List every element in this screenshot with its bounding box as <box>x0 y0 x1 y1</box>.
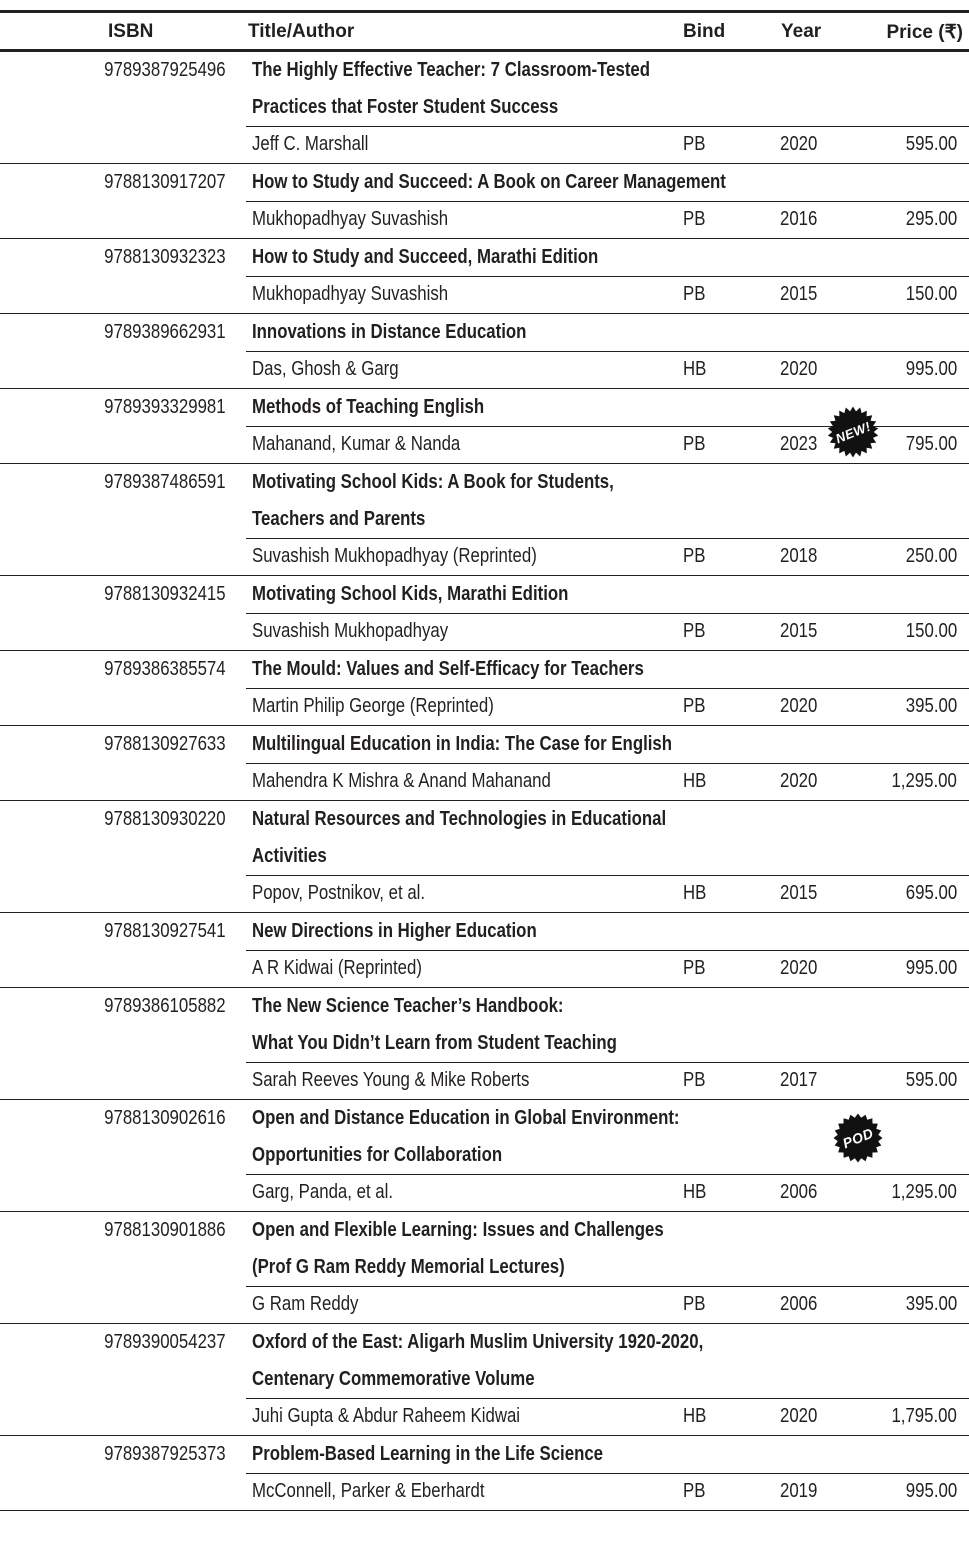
book-bind: PB <box>683 545 706 567</box>
book-bind: PB <box>683 957 706 979</box>
book-row <box>0 651 969 726</box>
book-isbn: 9788130901886 <box>104 1219 226 1241</box>
book-row <box>0 314 969 389</box>
book-title: Motivating School Kids, Marathi Edition <box>252 583 569 605</box>
book-title: The New Science Teacher’s Handbook: <box>252 995 564 1017</box>
book-price: 995.00 <box>905 957 957 979</box>
book-isbn: 9788130932415 <box>104 583 226 605</box>
book-title: Open and Flexible Learning: Issues and Challenges <box>252 1219 664 1241</box>
book-bind: PB <box>683 208 706 230</box>
book-bind: HB <box>683 770 707 792</box>
book-title: How to Study and Succeed, Marathi Edition <box>252 246 599 268</box>
book-year: 2020 <box>780 133 818 155</box>
book-isbn: 9789387925496 <box>104 59 226 81</box>
book-bind: PB <box>683 133 706 155</box>
book-author: Mahanand, Kumar & Nanda <box>252 433 461 455</box>
book-row <box>0 576 969 651</box>
book-author: Garg, Panda, et al. <box>252 1181 394 1203</box>
book-year: 2019 <box>780 1480 818 1502</box>
book-row <box>0 988 969 1100</box>
book-year: 2017 <box>780 1069 818 1091</box>
book-bind: HB <box>683 358 707 380</box>
book-title: Natural Resources and Technologies in Educational <box>252 808 667 830</box>
book-title: Opportunities for Collaboration <box>252 1144 503 1166</box>
book-year: 2020 <box>780 695 818 717</box>
book-title: New Directions in Higher Education <box>252 920 537 942</box>
book-price: 150.00 <box>905 620 957 642</box>
book-year: 2006 <box>780 1181 818 1203</box>
book-author: Das, Ghosh & Garg <box>252 358 399 380</box>
book-author: Mukhopadhyay Suvashish <box>252 283 449 305</box>
book-isbn: 9788130917207 <box>104 171 226 193</box>
book-year: 2020 <box>780 1405 818 1427</box>
book-author: A R Kidwai (Reprinted) <box>252 957 422 979</box>
book-author: Mahendra K Mishra & Anand Mahanand <box>252 770 551 792</box>
book-year: 2006 <box>780 1293 818 1315</box>
book-bind: PB <box>683 433 706 455</box>
book-bind: HB <box>683 882 707 904</box>
new-badge-label: NEW! <box>833 418 873 446</box>
book-title: The Mould: Values and Self-Efficacy for Teachers <box>252 658 644 680</box>
pod-badge-label: POD <box>840 1124 876 1152</box>
book-price: 395.00 <box>905 695 957 717</box>
book-isbn: 9789393329981 <box>104 396 226 418</box>
book-author: Mukhopadhyay Suvashish <box>252 208 449 230</box>
book-bind: HB <box>683 1181 707 1203</box>
header-year: Year <box>781 21 822 42</box>
book-bind: PB <box>683 1480 706 1502</box>
new-badge <box>824 406 882 458</box>
book-isbn: 9788130927633 <box>104 733 226 755</box>
book-row <box>0 1436 969 1511</box>
book-year: 2023 <box>780 433 818 455</box>
book-row <box>0 913 969 988</box>
book-isbn: 9788130932323 <box>104 246 226 268</box>
book-price: 1,295.00 <box>891 1181 957 1203</box>
book-price: 295.00 <box>905 208 957 230</box>
book-list <box>0 52 969 1511</box>
book-bind: HB <box>683 1405 707 1427</box>
book-isbn: 9789389662931 <box>104 321 226 343</box>
book-title: Problem-Based Learning in the Life Science <box>252 1443 604 1465</box>
book-author: McConnell, Parker & Eberhardt <box>252 1480 485 1502</box>
book-year: 2020 <box>780 770 818 792</box>
book-price: 250.00 <box>905 545 957 567</box>
book-price: 995.00 <box>905 1480 957 1502</box>
book-price: 395.00 <box>905 1293 957 1315</box>
book-isbn: 9789387925373 <box>104 1443 226 1465</box>
book-title: Motivating School Kids: A Book for Students, <box>252 471 614 493</box>
book-title: (Prof G Ram Reddy Memorial Lectures) <box>252 1256 565 1278</box>
book-title: Activities <box>252 845 327 867</box>
book-title: Oxford of the East: Aligarh Muslim University 1920-2020, <box>252 1331 704 1353</box>
book-author: Martin Philip George (Reprinted) <box>252 695 494 717</box>
book-isbn: 9789387486591 <box>104 471 226 493</box>
book-author: Jeff C. Marshall <box>252 133 369 155</box>
book-isbn: 9789386105882 <box>104 995 226 1017</box>
book-row <box>0 239 969 314</box>
book-price: 595.00 <box>905 1069 957 1091</box>
book-price: 595.00 <box>905 133 957 155</box>
book-bind: PB <box>683 283 706 305</box>
book-price: 150.00 <box>905 283 957 305</box>
book-author: Suvashish Mukhopadhyay <box>252 620 449 642</box>
book-row <box>0 52 969 164</box>
book-price: 795.00 <box>905 433 957 455</box>
header-isbn: ISBN <box>108 21 154 42</box>
book-row <box>0 1324 969 1436</box>
book-isbn: 9789390054237 <box>104 1331 226 1353</box>
book-price: 1,795.00 <box>891 1405 957 1427</box>
book-title: Centenary Commemorative Volume <box>252 1368 535 1390</box>
book-title: Multilingual Education in India: The Case for English <box>252 733 673 755</box>
header-bind: Bind <box>683 21 726 42</box>
book-title: Innovations in Distance Education <box>252 321 527 343</box>
book-year: 2015 <box>780 283 818 305</box>
book-bind: PB <box>683 620 706 642</box>
book-title: How to Study and Succeed: A Book on Career Management <box>252 171 726 193</box>
book-isbn: 9788130927541 <box>104 920 226 942</box>
book-isbn: 9788130930220 <box>104 808 226 830</box>
book-row <box>0 464 969 576</box>
book-row <box>0 164 969 239</box>
book-author: G Ram Reddy <box>252 1293 359 1315</box>
book-isbn: 9789386385574 <box>104 658 226 680</box>
book-title: Open and Distance Education in Global Environment: <box>252 1107 680 1129</box>
book-row <box>0 726 969 801</box>
book-author: Popov, Postnikov, et al. <box>252 882 426 904</box>
book-year: 2020 <box>780 358 818 380</box>
book-author: Sarah Reeves Young & Mike Roberts <box>252 1069 530 1091</box>
book-title: Teachers and Parents <box>252 508 426 530</box>
pod-badge <box>833 1113 883 1163</box>
book-row <box>0 1100 969 1212</box>
book-bind: PB <box>683 1069 706 1091</box>
book-row <box>0 1212 969 1324</box>
book-title: What You Didn’t Learn from Student Teaching <box>252 1032 617 1054</box>
book-year: 2015 <box>780 882 818 904</box>
book-price: 995.00 <box>905 358 957 380</box>
book-title: The Highly Effective Teacher: 7 Classroom-Tested <box>252 59 651 81</box>
header-price: Price (₹) <box>886 22 963 43</box>
book-title: Methods of Teaching English <box>252 396 485 418</box>
book-isbn: 9788130902616 <box>104 1107 226 1129</box>
book-bind: PB <box>683 1293 706 1315</box>
book-price: 695.00 <box>905 882 957 904</box>
table-header <box>0 10 969 52</box>
header-title-author: Title/Author <box>248 21 355 42</box>
book-year: 2016 <box>780 208 818 230</box>
book-row <box>0 801 969 913</box>
book-year: 2018 <box>780 545 818 567</box>
book-price: 1,295.00 <box>891 770 957 792</box>
book-bind: PB <box>683 695 706 717</box>
book-year: 2015 <box>780 620 818 642</box>
book-year: 2020 <box>780 957 818 979</box>
book-author: Suvashish Mukhopadhyay (Reprinted) <box>252 545 537 567</box>
book-author: Juhi Gupta & Abdur Raheem Kidwai <box>252 1405 521 1427</box>
book-title: Practices that Foster Student Success <box>252 96 559 118</box>
